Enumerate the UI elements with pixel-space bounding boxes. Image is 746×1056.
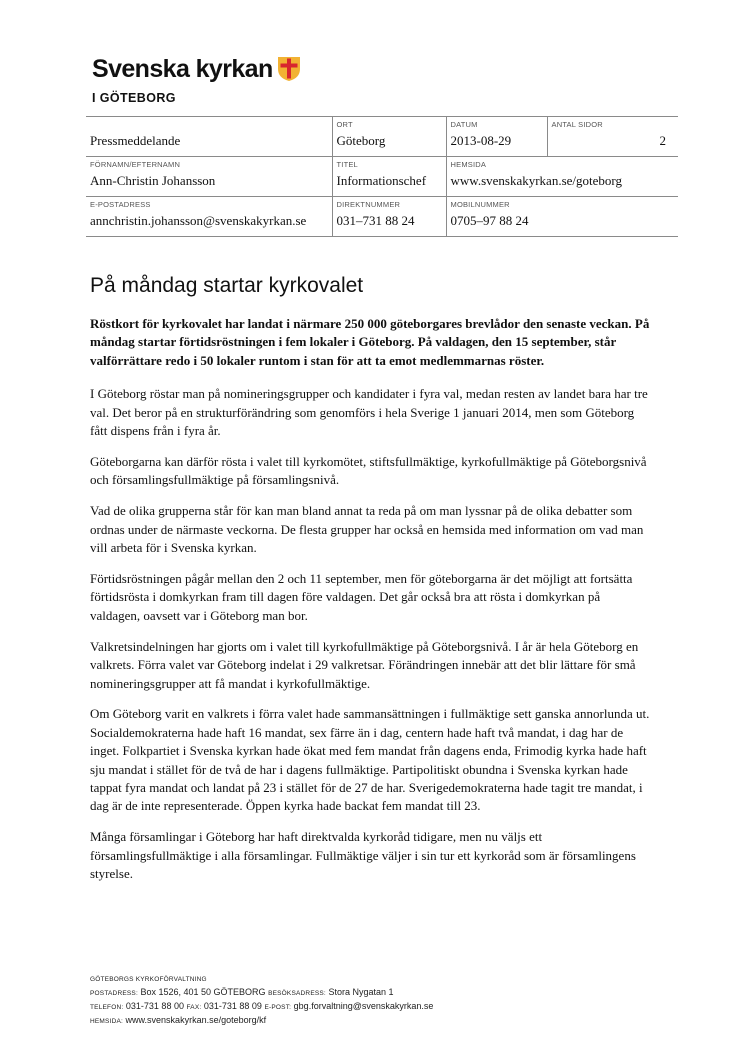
footer-telefon: 031-731 88 00 — [125, 1001, 184, 1011]
titel-value: Informationschef — [336, 173, 427, 188]
footer-besoksadress: Stora Nygatan 1 — [328, 987, 394, 997]
footer-postadress: Box 1526, 401 50 GÖTEBORG — [140, 987, 266, 997]
name-cell — [86, 157, 332, 197]
mobil-label: MOBILNUMMER — [450, 200, 510, 209]
datum-label: DATUM — [450, 120, 478, 129]
epost-cell — [86, 197, 332, 237]
mobil-value: 0705–97 88 24 — [450, 213, 529, 228]
article-paragraph: I Göteborg röstar man på nomineringsgrupper och kandidater i fyra val, medan resten av landet bara har tre val. Det beror på en strukturförändring som genomförs i hela Sverige 1 januari 2014, men som Göteborg fått dispens från i fyra år. — [90, 386, 648, 439]
direkt-cell — [332, 197, 446, 237]
footer-epost-label: E-POST: — [264, 1004, 292, 1011]
footer-contact-line — [90, 1000, 650, 1014]
direkt-value: 031–731 88 24 — [336, 213, 415, 228]
footer-besoksadress-label: BESÖKSADRESS: — [268, 990, 326, 997]
article-lead: Röstkort för kyrkovalet har landat i närmare 250 000 göteborgares brevlådor den senaste veckan. På måndag startar förtidsröstningen i fem lokaler i Göteborg. På valdagen, den 15 september, står valförrättare redo i 50 lokaler runtom i stan för att ta emot medlemmarnas röster. — [90, 316, 650, 368]
logo-subtitle: I GÖTEBORG — [92, 91, 176, 105]
article-paragraph: Många församlingar i Göteborg har haft direktvalda kyrkoråd tidigare, men nu väljs ett församlingsfullmäktige i alla församlingar. Fullmäktige väljer i sin tur ett kyrkoråd som är församlingens styrelse. — [90, 829, 636, 882]
ort-label: ORT — [336, 120, 353, 129]
footer-hemsida-label: HEMSIDA: — [90, 1018, 124, 1025]
footer-web-line — [90, 1014, 650, 1028]
titel-label: TITEL — [336, 160, 358, 169]
footer-fax-label: FAX: — [186, 1004, 202, 1011]
church-cross-icon — [277, 56, 301, 87]
mobil-cell — [446, 197, 678, 237]
hemsida-link[interactable]: www.svenskakyrkan.se/goteborg — [450, 173, 622, 188]
antal-sidor-cell — [547, 117, 678, 157]
hemsida-label: HEMSIDA — [450, 160, 487, 169]
hemsida-cell — [446, 157, 678, 197]
footer-telefon-label: TELEFON: — [90, 1004, 124, 1011]
footer — [90, 973, 650, 1028]
titel-cell — [332, 157, 446, 197]
doc-type-cell — [86, 117, 332, 157]
logo-name: Svenska kyrkan — [92, 55, 273, 83]
ort-value: Göteborg — [336, 133, 386, 148]
footer-hemsida-link[interactable]: www.svenskakyrkan.se/goteborg/kf — [125, 1015, 267, 1025]
footer-epost-link[interactable]: gbg.forvaltning@svenskakyrkan.se — [293, 1001, 434, 1011]
article-paragraph: Om Göteborg varit en valkrets i förra valet hade sammansättningen i fullmäktige sett ganska annorlunda ut. Socialdemokraterna hade haft 16 mandat, sex färre än i dag, centern hade haft två mandat, i dag har de inget. Folkpartiet i Svenska kyrkan hade ökat med fem mandat från dagens enda, Frimodig kyrka hade haft sju mandat i stället för de två de har i dagens fullmäktige. Partipolitiskt obundna i Svenska kyrkan hade tappat fyra mandat och landat på 23 i stället för de 27 de har. Sverigedemokraterna hade tagit tre mandat, i dag är de inte representerade. Öppen kyrka hade backat fem mandat till 23. — [90, 706, 650, 814]
footer-address-line — [90, 986, 650, 1000]
ort-cell — [332, 117, 446, 157]
antal-sidor-label: ANTAL SIDOR — [551, 120, 603, 129]
datum-cell — [446, 117, 547, 157]
footer-postadress-label: POSTADRESS: — [90, 990, 138, 997]
footer-org: GÖTEBORGS KYRKOFÖRVALTNING — [90, 976, 207, 983]
footer-fax: 031-731 88 09 — [203, 1001, 262, 1011]
direkt-label: DIREKTNUMMER — [336, 200, 401, 209]
document-meta-table — [86, 116, 678, 237]
article — [90, 272, 650, 896]
datum-value: 2013-08-29 — [450, 133, 512, 148]
meta-row — [86, 157, 678, 197]
meta-row — [86, 117, 678, 157]
article-paragraph: Göteborgarna kan därför rösta i valet till kyrkomötet, stiftsfullmäktige, kyrkofullmäktige på Göteborgsnivå och församlingsfullmäktige på församlingsnivå. — [90, 453, 647, 488]
doc-type: Pressmeddelande — [90, 133, 181, 148]
article-title: På måndag startar kyrkovalet — [90, 274, 364, 297]
name-value: Ann-Christin Johansson — [90, 173, 216, 188]
antal-sidor-value: 2 — [659, 133, 666, 148]
article-paragraph: Förtidsröstningen pågår mellan den 2 och 11 september, men för göteborgarna är det möjligt att fortsätta förtidsrösta i domkyrkan fram till dagen före valdagen. Det går också bra att rösta i domkyrkan på valdagen, oavsett var i Göteborg man bor. — [90, 570, 633, 623]
logo — [92, 55, 301, 105]
name-label: FÖRNAMN/EFTERNAMN — [90, 160, 181, 169]
meta-row — [86, 197, 678, 237]
article-paragraph: Vad de olika grupperna står för kan man bland annat ta reda på om man lyssnar på de olika debatter som ordnas under de närmaste veckorna. De flesta grupper har också en hemsida med information om vad man vill arbeta för i Svenska kyrkan. — [90, 503, 644, 556]
epost-label: E-POSTADRESS — [90, 200, 151, 209]
article-paragraph: Valkretsindelningen har gjorts om i valet till kyrkofullmäktige på Göteborgsnivå. I år är hela Göteborg en valkrets. Förra valet var Göteborg indelat i 29 valkretsar. Förändringen innebär att det blir lättare för små nomineringsgrupper att få mandat i kyrkofullmäktige. — [90, 638, 639, 691]
epost-link[interactable]: annchristin.johansson@svenskakyrkan.se — [90, 213, 307, 228]
